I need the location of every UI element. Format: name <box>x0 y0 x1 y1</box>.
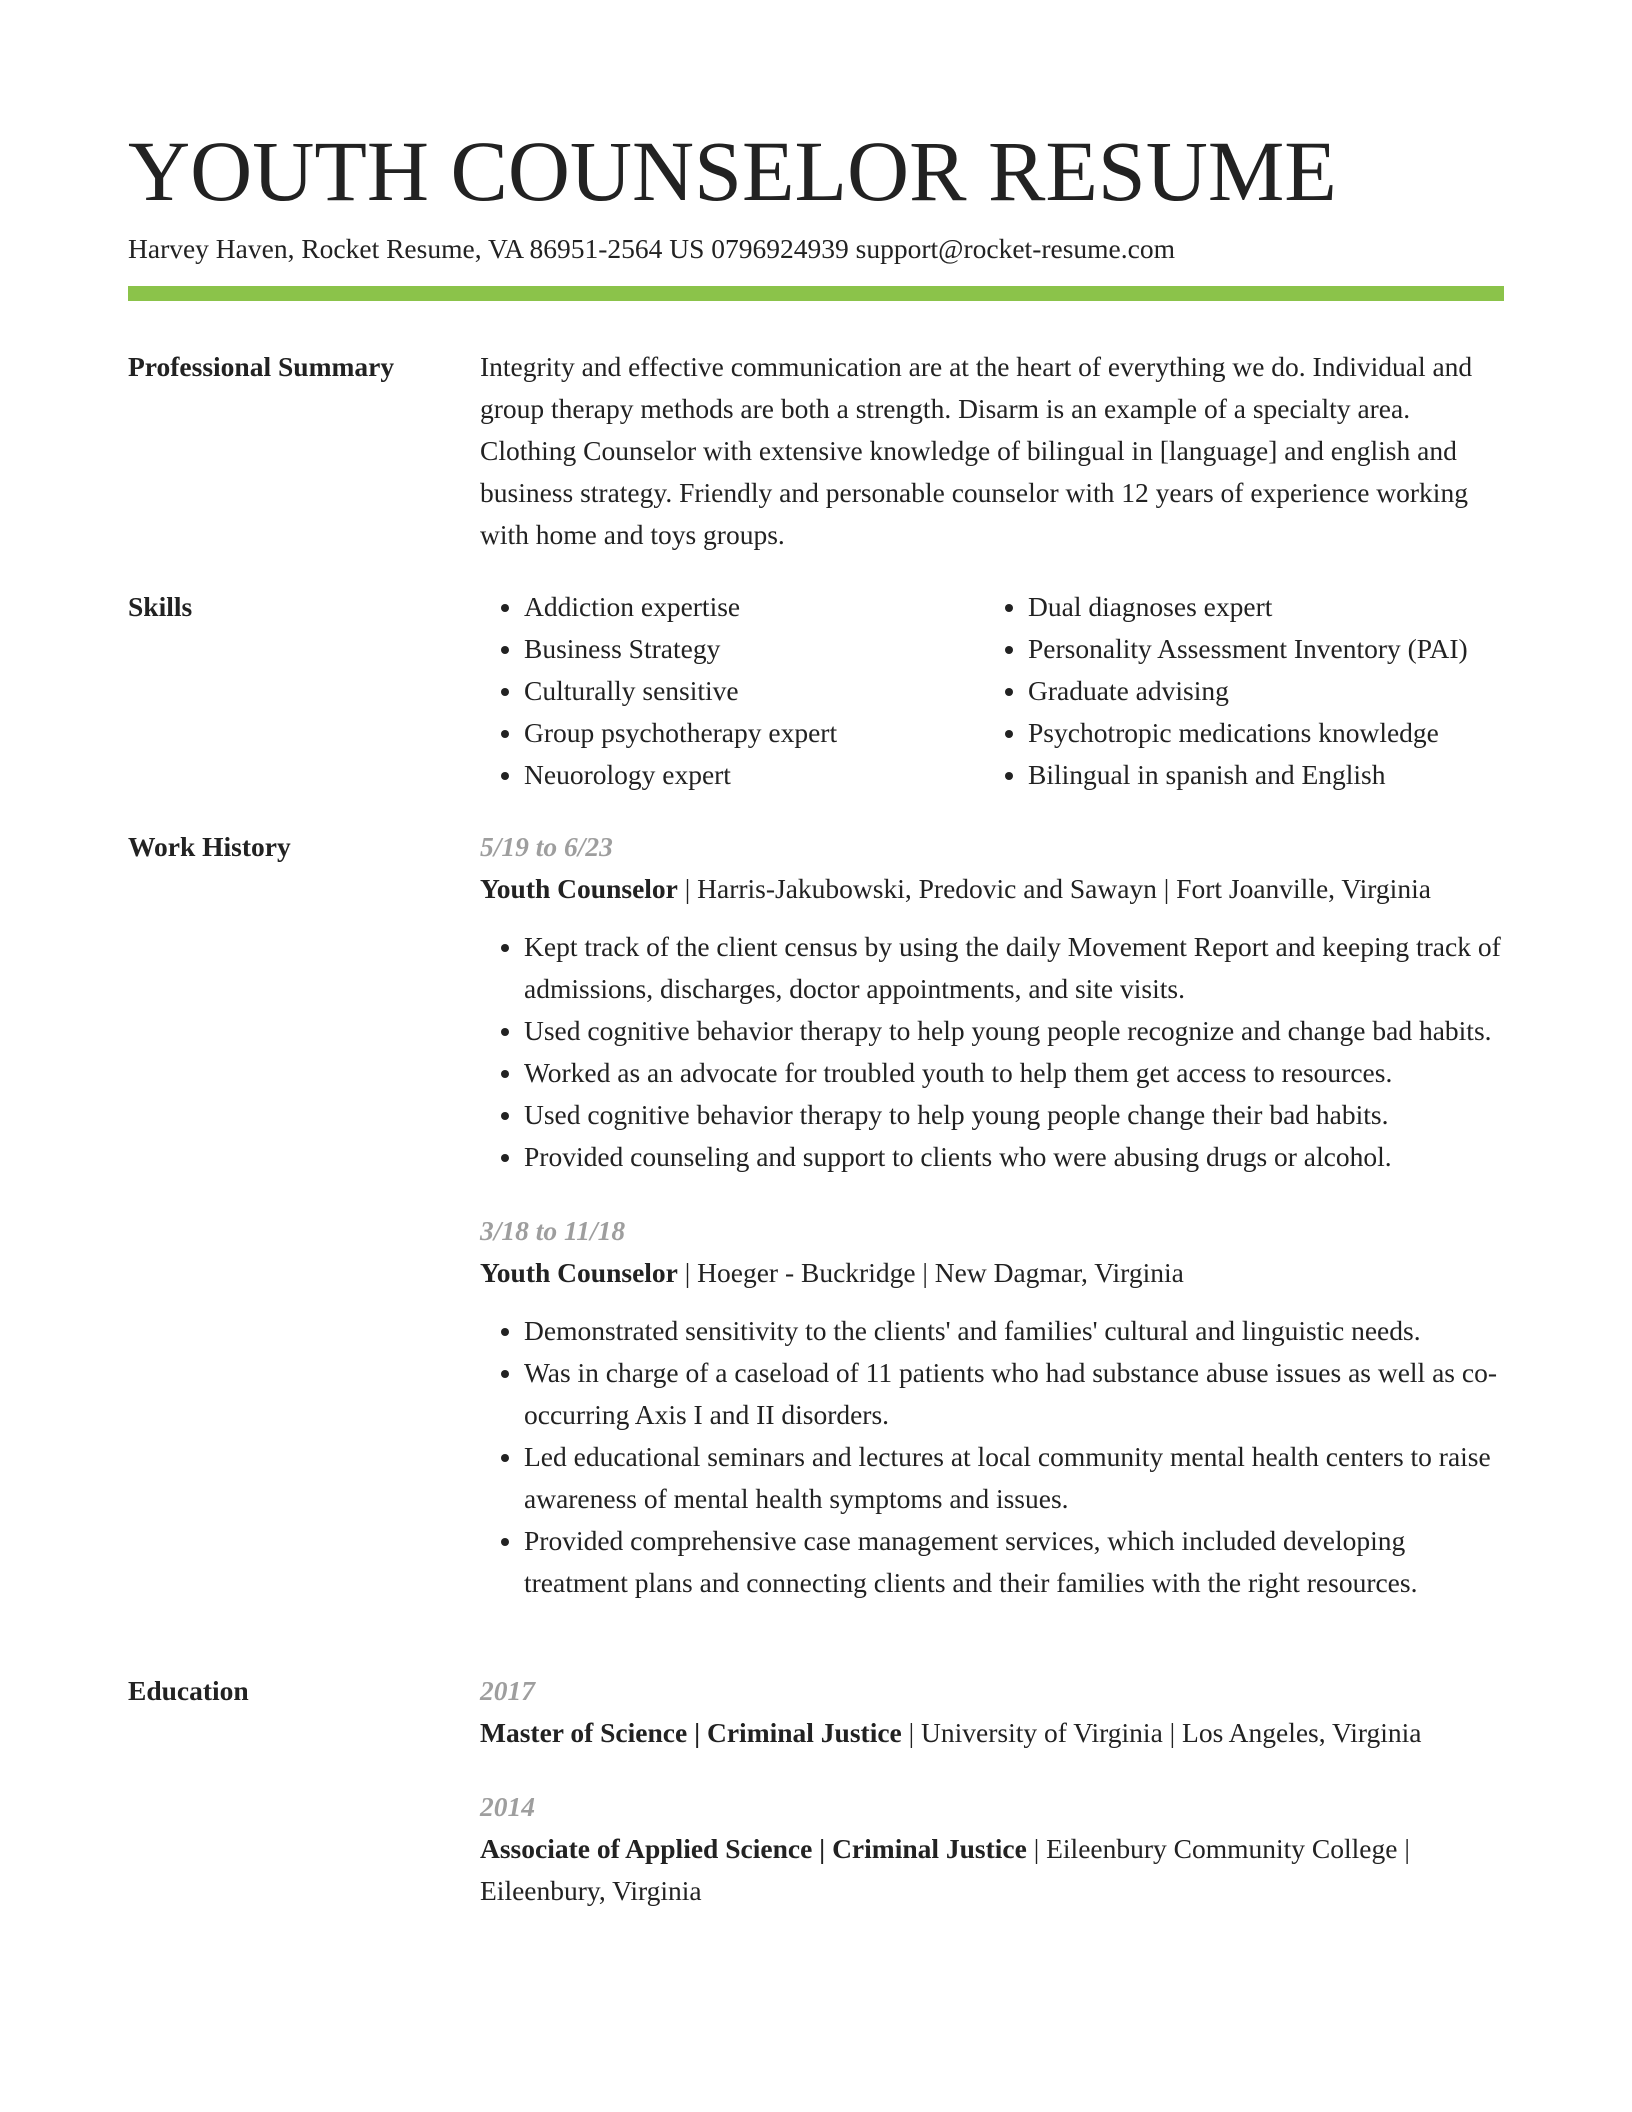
skill-item: • Dual diagnoses expert <box>1028 586 1488 628</box>
skill-item: • Culturally sensitive <box>524 670 984 712</box>
skill-item: • Bilingual in spanish and English <box>1028 754 1488 796</box>
job-bullets <box>480 1310 1504 1604</box>
contact-line: Harvey Haven, Rocket Resume, VA 86951-2564 US 0796924939 support@rocket-resume.com <box>128 233 1175 264</box>
job-bullet: • Was in charge of a caseload of 11 patients who had substance abuse issues as well as co-occurring Axis I and II disorders. <box>524 1352 1504 1436</box>
job-bullet: • Used cognitive behavior therapy to help young people recognize and change bad habits. <box>524 1010 1504 1052</box>
job-employer-location: | Harris-Jakubowski, Predovic and Sawayn | Fort Joanville, Virginia <box>677 873 1431 904</box>
skills-body <box>480 586 1504 796</box>
skill-item: • Business Strategy <box>524 628 984 670</box>
job-title: Youth Counselor <box>480 873 678 904</box>
job-bullet: • Demonstrated sensitivity to the clients' and families' cultural and linguistic needs. <box>524 1310 1504 1352</box>
summary-body <box>480 346 1504 556</box>
skill-item: • Group psychotherapy expert <box>524 712 984 754</box>
skills-list-left <box>480 586 984 796</box>
work-history-label: Work History <box>128 831 291 862</box>
job-bullet: • Provided comprehensive case management services, which included developing treatment plans and connecting clients and their families with the right resources. <box>524 1520 1504 1604</box>
education-year: 2017 <box>480 1675 535 1706</box>
job-heading <box>480 868 1504 910</box>
skill-item: • Addiction expertise <box>524 586 984 628</box>
job-employer-location: | Hoeger - Buckridge | New Dagmar, Virginia <box>677 1257 1184 1288</box>
summary-label: Professional Summary <box>128 351 395 382</box>
job-entry <box>480 1210 1504 1604</box>
skill-item: • Psychotropic medications knowledge <box>1028 712 1488 754</box>
skills-label: Skills <box>128 591 193 622</box>
summary-text: Integrity and effective communication are at the heart of everything we do. Individual and group therapy methods are both a strength. Disarm is an example of a specialty area. Clothing Counselor with extensive knowledge of bilingual in [language] and english and business strategy. Friendly and personable counselor with 12 years of experience working with home and toys groups. <box>480 351 1473 550</box>
education-degree: Associate of Applied Science | Criminal Justice <box>480 1833 1027 1864</box>
job-bullets <box>480 926 1504 1178</box>
skill-item: • Graduate advising <box>1028 670 1488 712</box>
job-bullet: • Used cognitive behavior therapy to help young people change their bad habits. <box>524 1094 1504 1136</box>
education-degree: Master of Science | Criminal Justice <box>480 1717 902 1748</box>
resume-title: YOUTH COUNSELOR RESUME <box>128 123 1337 219</box>
education-school-location: | Eileenbury Community College | Eileenbury, Virginia <box>480 1833 1410 1906</box>
job-entry <box>480 826 1504 1178</box>
skill-item: • Personality Assessment Inventory (PAI) <box>1028 628 1488 670</box>
work-history-body <box>480 826 1504 1604</box>
education-entry <box>480 1786 1504 1912</box>
education-heading <box>480 1712 1504 1754</box>
skills-list-right <box>984 586 1488 796</box>
job-bullet: • Led educational seminars and lectures at local community mental health centers to raise awareness of mental health symptoms and issues. <box>524 1436 1504 1520</box>
education-heading <box>480 1828 1504 1912</box>
job-bullet: • Provided counseling and support to clients who were abusing drugs or alcohol. <box>524 1136 1504 1178</box>
job-bullet: • Kept track of the client census by using the daily Movement Report and keeping track of admissions, discharges, doctor appointments, and site visits. <box>524 926 1504 1010</box>
job-heading <box>480 1252 1504 1294</box>
job-bullet: • Worked as an advocate for troubled youth to help them get access to resources. <box>524 1052 1504 1094</box>
education-entry <box>480 1670 1504 1754</box>
education-school-location: | University of Virginia | Los Angeles, Virginia <box>901 1717 1422 1748</box>
job-dates: 5/19 to 6/23 <box>480 831 613 862</box>
education-year: 2014 <box>480 1791 535 1822</box>
education-body <box>480 1670 1504 1912</box>
job-dates: 3/18 to 11/18 <box>480 1215 626 1246</box>
job-title: Youth Counselor <box>480 1257 678 1288</box>
accent-divider <box>128 286 1504 301</box>
skill-item: • Neuorology expert <box>524 754 984 796</box>
education-label: Education <box>128 1675 249 1706</box>
